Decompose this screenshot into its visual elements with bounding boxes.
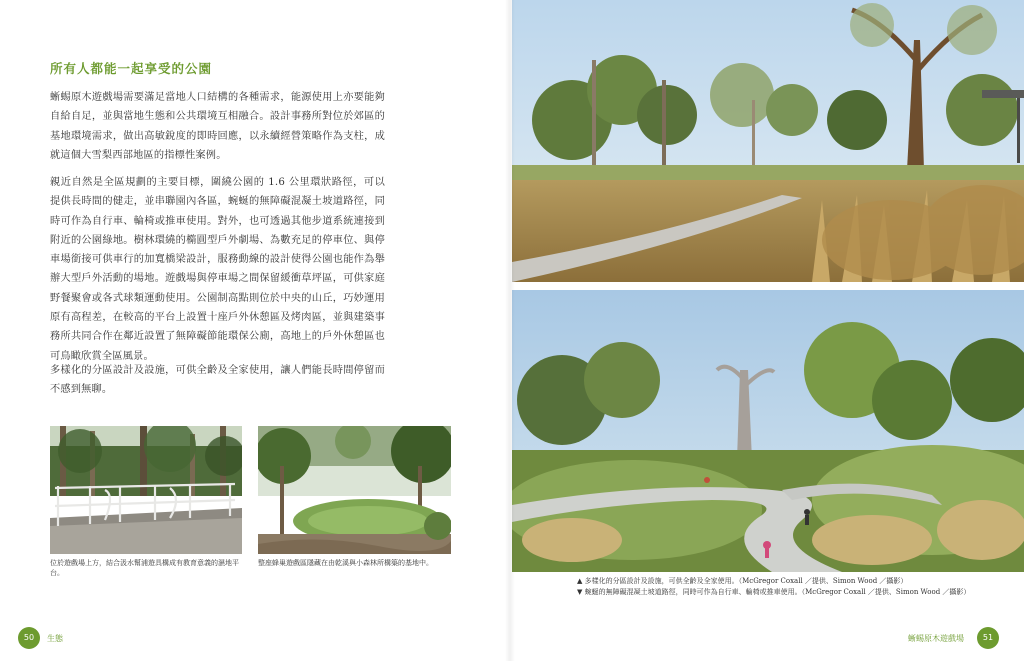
page-number-right: 51: [977, 627, 999, 649]
caption-play-area: 整座蜂巢遊戲區隱藏在由乾溪與小森林所構築的基地中。: [258, 559, 433, 567]
caption-winding-path: ▼ 蜿蜒的無障礙混凝土坡道路徑，同時可作為自行車、輪椅或推車使用。（McGregor Coxall ／提供、Simon Wood ／攝影）: [577, 588, 971, 596]
photo-park-overview: [512, 0, 1024, 282]
footer-section-label: 生態: [47, 634, 63, 643]
photo-winding-path: [512, 290, 1024, 572]
book-gutter: [505, 0, 515, 661]
photo-wetland-deck: [50, 426, 242, 554]
page-number-left: 50: [18, 627, 40, 649]
body-paragraph-1: 蜥蜴原木遊戲場需要滿足當地人口結構的各種需求，能源使用上亦要能夠自給自足，並與當地生態和公共環境互相融合。設計事務所對位於郊區的基地環境需求，做出高敏銳度的即時回應，以永續經營策略作為支柱，成就這個大雪梨西部地區的指標性案例。: [50, 92, 385, 161]
body-paragraph-2: 親近自然是全區規劃的主要目標，圍繞公園的 1.6 公里環狀路徑，可以提供長時間的健走，並串聯園內各區，蜿蜒的無障礙混凝土坡道路徑，同時可作為自行車、輪椅或推車使用。對外，也可透過其他步道系統連接到附近的公園綠地。樹林環繞的橢圓型戶外劇場、為數充足的停車位、與停車場銜接可供車行的加寬橋梁設計，服務動線的設計使得公園也能作為舉辦大型戶外活動的場地。遊戲場與停車場之間保留緩衝草坪區，可供家庭野餐聚會或各式球類運動使用。公園制高點則位於中央的山丘，巧妙運用原有高程差，在較高的平台上設置十座戶外休憩區及烤肉區，並與建築事務所共同合作在鄰近設置了無障礙節能環保公廁，高地上的戶外休憩區也可鳥瞰欣賞全區風景。: [50, 177, 385, 362]
photo-play-area: [258, 426, 451, 554]
right-page: [512, 0, 1024, 661]
caption-wetland: 位於遊戲場上方，結合汲水幫浦遊具構成有教育意義的濕地平台。: [50, 559, 239, 577]
caption-park-overview: ▲ 多樣化的分區設計及設施，可供全齡及全家使用。（McGregor Coxall ／提供、Simon Wood ／攝影）: [577, 577, 908, 585]
section-heading: 所有人都能一起享受的公園: [50, 61, 213, 76]
footer-article-title: 蜥蜴原木遊戲場: [908, 634, 964, 643]
body-paragraph-3: 多樣化的分區設計及設施，可供全齡及全家使用，讓人們能長時間停留而不感到無聊。: [50, 365, 385, 396]
